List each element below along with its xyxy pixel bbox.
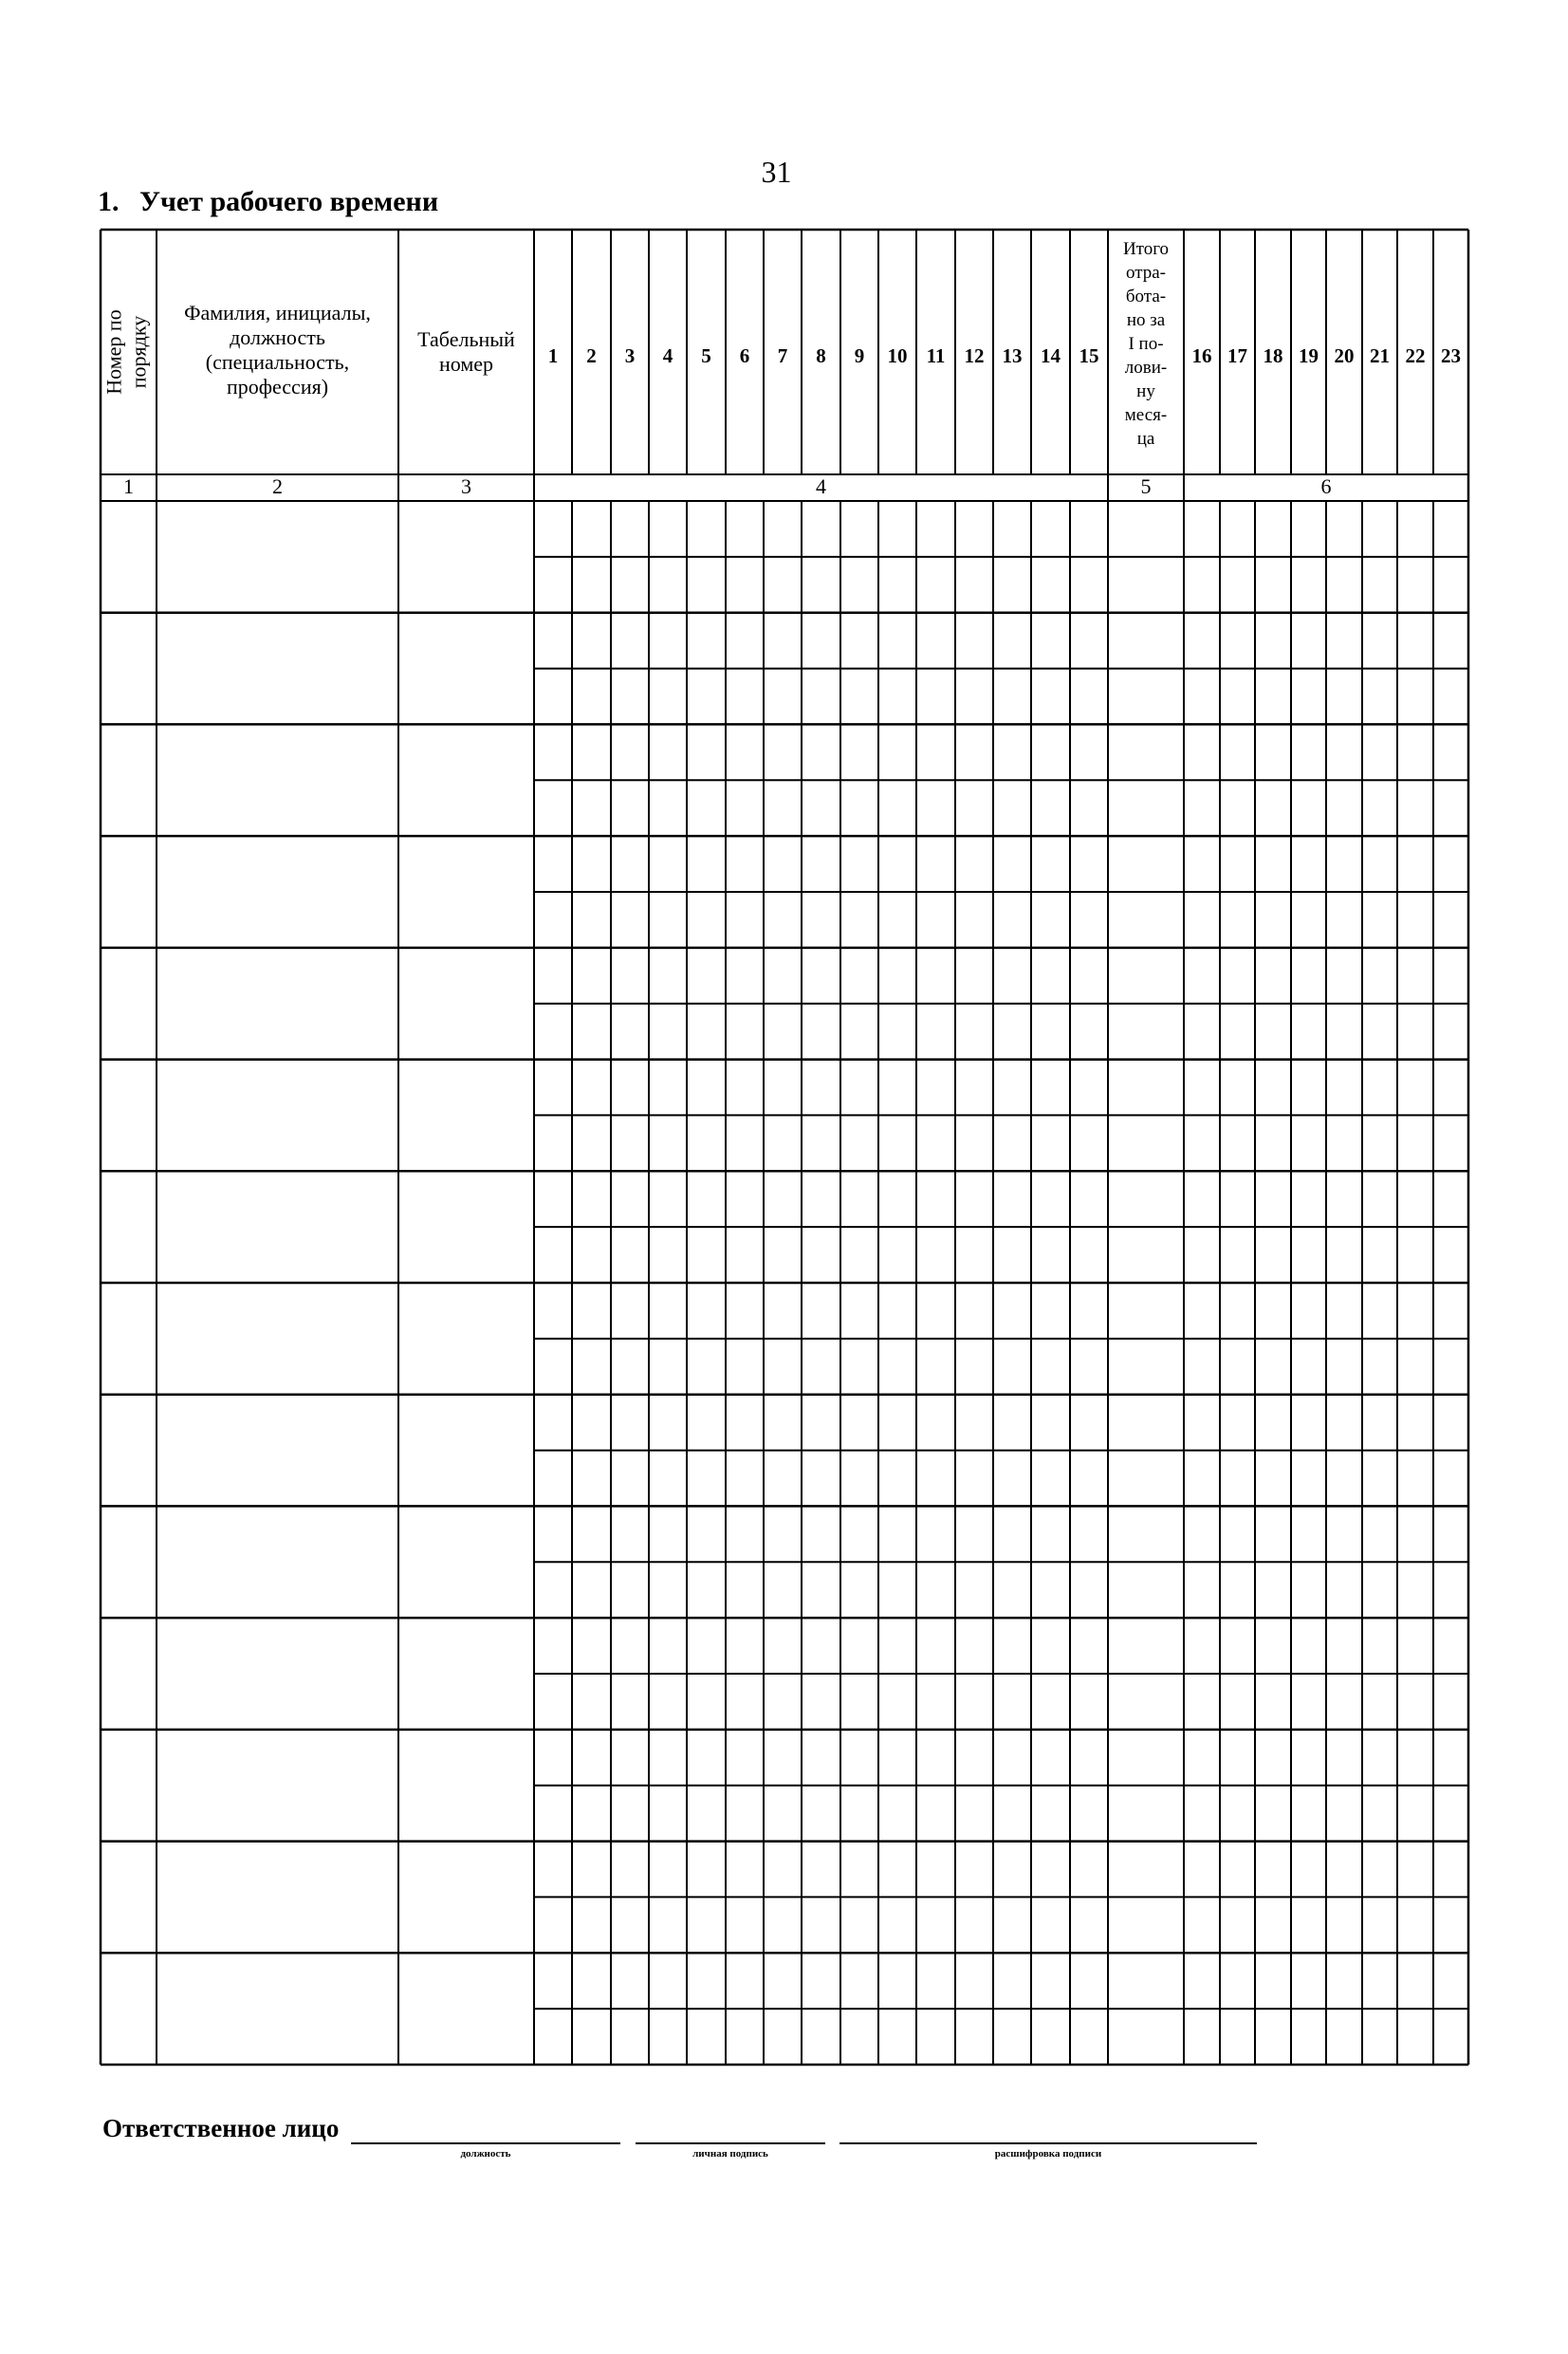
day-header-17: 17 [1227,344,1247,367]
column-number-2: 2 [272,474,283,498]
first-half-total-header: бота- [1125,287,1167,306]
day-header-3: 3 [624,344,636,367]
day-header-23: 23 [1441,344,1461,367]
day-header-16: 16 [1191,344,1212,367]
signature-caption: личная подпись [692,2148,768,2159]
first-half-total-header: ну [1136,381,1155,401]
responsible-person-label: Ответственное лицо [102,2114,340,2142]
order-number-header: порядку [126,315,151,389]
day-header-9: 9 [854,344,865,367]
day-header-8: 8 [816,344,826,367]
first-half-total-header: меся- [1124,405,1168,425]
day-header-12: 12 [964,344,985,367]
position-caption: должность [460,2148,511,2159]
day-header-5: 5 [701,344,711,367]
day-header-4: 4 [662,344,673,367]
day-header-14: 14 [1041,344,1061,367]
day-header-20: 20 [1334,344,1355,367]
first-half-total-header: ца [1136,429,1155,449]
name-position-header: должность [230,325,325,349]
position-line[interactable] [351,2142,620,2144]
day-header-11: 11 [926,344,946,367]
signature-decryption-caption: расшифровка подписи [994,2148,1102,2159]
page-number-text: 31 [761,155,792,189]
day-header-15: 15 [1079,344,1099,367]
column-number-3: 3 [461,474,471,498]
day-header-13: 13 [1002,344,1023,367]
day-header-1: 1 [547,344,559,367]
column-number-6: 6 [1320,474,1332,498]
first-half-total-header: отра- [1125,263,1167,283]
day-header-22: 22 [1405,344,1426,367]
tab-number-header: номер [438,352,494,376]
day-header-6: 6 [739,344,750,367]
tab-number-header: Табельный [417,327,515,351]
signature-line[interactable] [636,2142,825,2144]
column-number-1: 1 [123,474,134,498]
first-half-total-header: I по- [1128,334,1164,354]
day-header-7: 7 [777,344,788,367]
name-position-header: Фамилия, инициалы, [184,301,371,324]
first-half-total-header: Итого [1122,239,1170,259]
signature-decryption-line[interactable] [839,2142,1257,2144]
day-header-2: 2 [586,344,597,367]
order-number-header: Номер по [101,309,126,395]
first-half-total-header: но за [1126,310,1166,330]
section-title-text: Учет рабочего времени [139,186,439,217]
column-number-5: 5 [1140,474,1152,498]
day-header-21: 21 [1370,344,1390,367]
day-header-18: 18 [1263,344,1283,367]
name-position-header: (специальность, [205,350,350,374]
section-number: 1. [98,186,120,217]
column-number-4: 4 [816,474,826,498]
first-half-total-header: лови- [1124,358,1168,378]
day-header-10: 10 [887,344,908,367]
day-header-19: 19 [1299,344,1319,367]
name-position-header: профессия) [226,375,329,399]
